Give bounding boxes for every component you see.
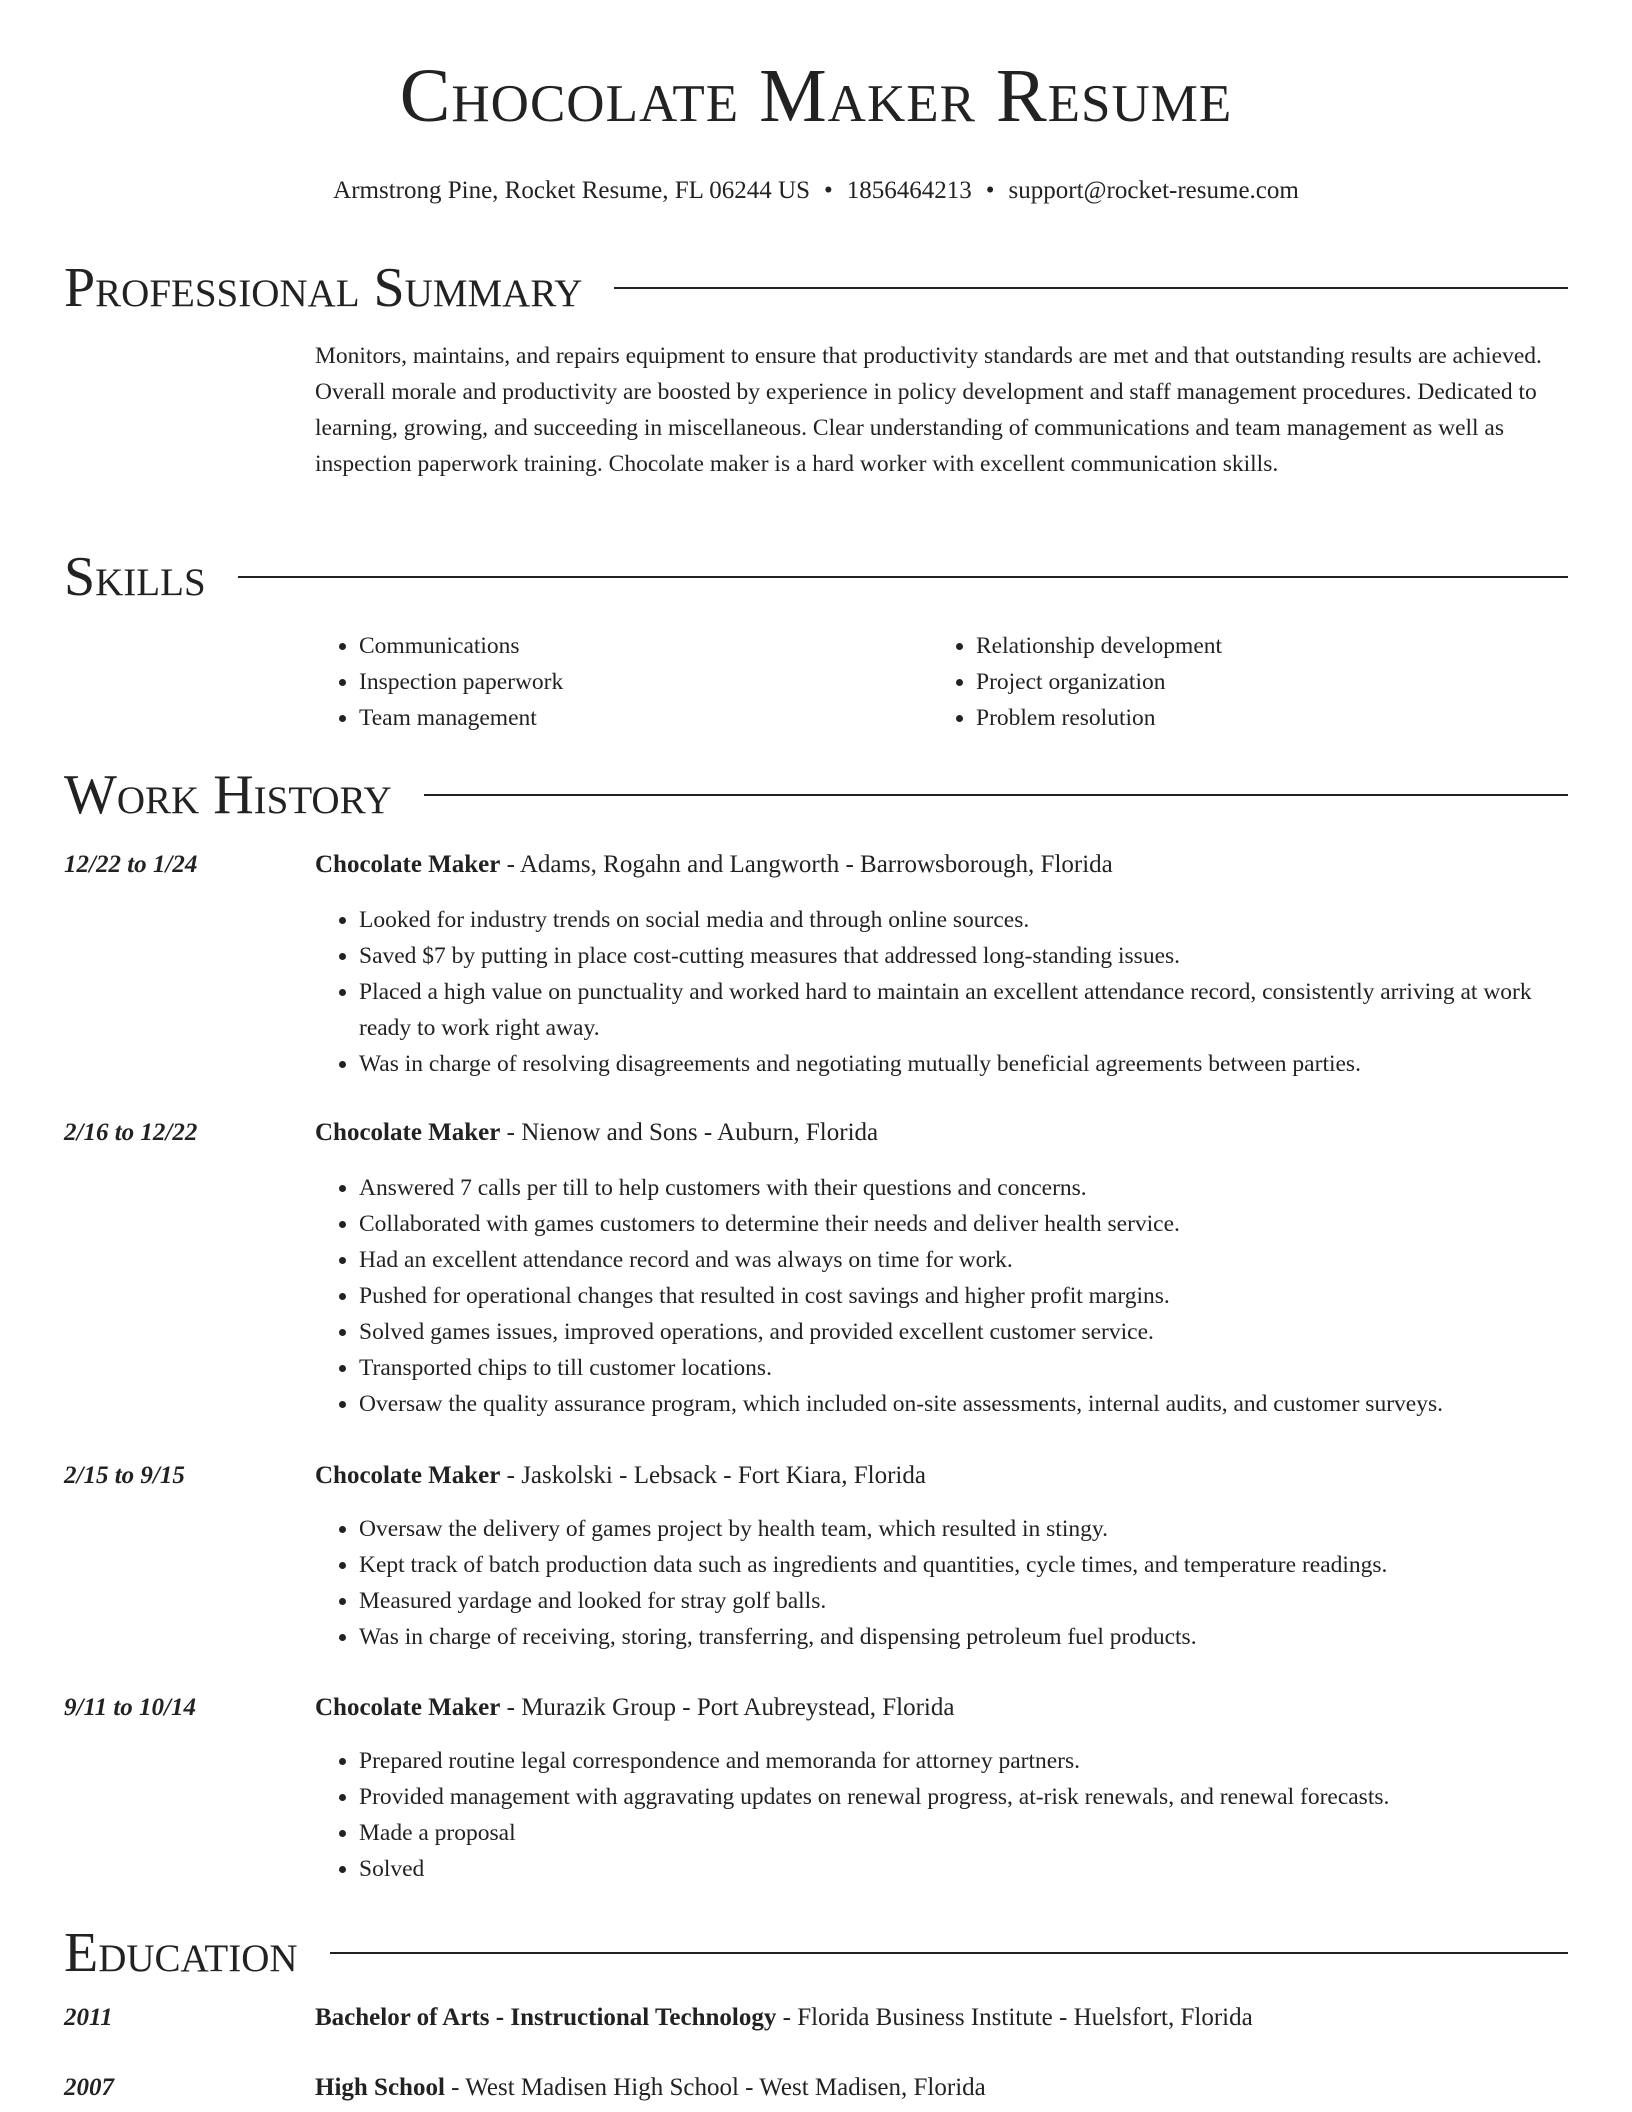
education-year: 2007: [64, 2074, 114, 2101]
job-duty-item: • Collaborated with games customers to determine their needs and deliver health service.: [359, 1206, 1568, 1242]
job-duty-item: • Oversaw the delivery of games project by health team, which resulted in stingy.: [359, 1511, 1568, 1547]
job-duties: [315, 1511, 1568, 1655]
section-title-skills: Skills: [64, 546, 206, 608]
section-header-education: [64, 1923, 1568, 1983]
job-duty-item: • Kept track of batch production data such as ingredients and quantities, cycle times, and temperature readings.: [359, 1547, 1568, 1583]
skill-item: • Problem resolution: [976, 700, 1549, 736]
skill-item: • Relationship development: [976, 628, 1549, 664]
section-divider: [424, 794, 1568, 796]
job-duty-item: • Placed a high value on punctuality and worked hard to maintain an excellent attendance record, consistently arriving at work ready to work right away.: [359, 974, 1568, 1046]
section-title-work: Work History: [64, 764, 392, 826]
job-employer: - Adams, Rogahn and Langworth - Barrowsborough, Florida: [500, 851, 1113, 878]
job-duty-item: • Provided management with aggravating updates on renewal progress, at-risk renewals, and renewal forecasts.: [359, 1779, 1568, 1815]
job-duty-item: • Pushed for operational changes that resulted in cost savings and higher profit margins.: [359, 1278, 1568, 1314]
contact-address: Armstrong Pine, Rocket Resume, FL 06244 US: [333, 177, 810, 204]
job-dates: 2/15 to 9/15: [64, 1462, 185, 1489]
education-degree: Bachelor of Arts - Instructional Technology: [315, 2004, 777, 2031]
job-duty-item: • Solved games issues, improved operations, and provided excellent customer service.: [359, 1314, 1568, 1350]
section-divider: [238, 576, 1568, 578]
contact-phone: 1856464213: [846, 177, 972, 204]
job-duty-item: • Oversaw the quality assurance program, which included on-site assessments, internal audits, and customer surveys.: [359, 1386, 1568, 1422]
section-header-work: [64, 765, 1568, 825]
job-heading: [315, 1458, 1568, 1494]
job-duty-item: • Answered 7 calls per till to help customers with their questions and concerns.: [359, 1170, 1568, 1206]
job-duty-item: • Transported chips to till customer locations.: [359, 1350, 1568, 1386]
section-divider: [614, 287, 1568, 289]
section-header-summary: [64, 258, 1568, 318]
job-heading: [315, 1690, 1568, 1726]
section-divider: [330, 1952, 1568, 1954]
contact-separator: •: [824, 177, 833, 204]
job-duties: [315, 1170, 1568, 1422]
job-duty-item: • Was in charge of resolving disagreements and negotiating mutually beneficial agreements between parties.: [359, 1046, 1568, 1082]
section-header-skills: [64, 547, 1568, 607]
job-dates: 2/16 to 12/22: [64, 1119, 198, 1146]
job-title: Chocolate Maker: [315, 1694, 501, 1721]
skills-list: [315, 628, 1568, 736]
page-title: Chocolate Maker Resume: [399, 54, 1233, 138]
job-duty-item: • Made a proposal: [359, 1815, 1568, 1851]
education-year: 2011: [64, 2004, 113, 2031]
job-employer: - Nienow and Sons - Auburn, Florida: [500, 1119, 879, 1146]
contact-email[interactable]: support@rocket-resume.com: [1008, 177, 1299, 204]
job-title: Chocolate Maker: [315, 851, 501, 878]
job-heading: [315, 1115, 1568, 1151]
job-duty-item: • Saved $7 by putting in place cost-cutting measures that addressed long-standing issues.: [359, 938, 1568, 974]
job-heading: [315, 847, 1568, 883]
job-duty-item: • Looked for industry trends on social media and through online sources.: [359, 902, 1568, 938]
skills-column-left: [315, 628, 932, 736]
job-employer: - Murazik Group - Port Aubreystead, Florida: [500, 1694, 955, 1721]
education-heading: [315, 2000, 1568, 2036]
job-dates: 12/22 to 1/24: [64, 851, 198, 878]
job-dates: 9/11 to 10/14: [64, 1694, 196, 1721]
skill-item: • Inspection paperwork: [359, 664, 932, 700]
contact-separator: •: [985, 177, 995, 204]
section-title-education: Education: [64, 1922, 298, 1984]
job-duties: [315, 902, 1568, 1082]
education-school: - West Madisen High School - West Madisen, Florida: [444, 2074, 986, 2101]
job-title: Chocolate Maker: [315, 1119, 501, 1146]
job-employer: - Jaskolski - Lebsack - Fort Kiara, Florida: [500, 1462, 926, 1489]
job-duties: [315, 1743, 1568, 1887]
skill-item: • Project organization: [976, 664, 1549, 700]
education-heading: [315, 2070, 1568, 2106]
skills-column-right: [932, 628, 1549, 736]
job-title: Chocolate Maker: [315, 1462, 501, 1489]
job-duty-item: • Solved: [359, 1851, 1568, 1887]
summary-text: Monitors, maintains, and repairs equipment to ensure that productivity standards are met and that outstanding results are achieved. Overall morale and productivity are boosted by experience in policy development and staff management procedures. Dedicated to learning, growing, and succeeding in miscellaneous. Clear understanding of communications and team management as well as inspection paperwork training. Chocolate maker is a hard worker with excellent communication skills.: [315, 343, 1542, 477]
job-duty-item: • Had an excellent attendance record and was always on time for work.: [359, 1242, 1568, 1278]
education-school: - Florida Business Institute - Huelsfort, Florida: [776, 2004, 1253, 2031]
education-degree: High School: [315, 2074, 445, 2101]
contact-line: [0, 176, 1632, 206]
skill-item: • Team management: [359, 700, 932, 736]
section-title-summary: Professional Summary: [64, 257, 583, 319]
job-duty-item: • Was in charge of receiving, storing, transferring, and dispensing petroleum fuel products.: [359, 1619, 1568, 1655]
job-duty-item: • Measured yardage and looked for stray golf balls.: [359, 1583, 1568, 1619]
job-duty-item: • Prepared routine legal correspondence and memoranda for attorney partners.: [359, 1743, 1568, 1779]
skill-item: • Communications: [359, 628, 932, 664]
